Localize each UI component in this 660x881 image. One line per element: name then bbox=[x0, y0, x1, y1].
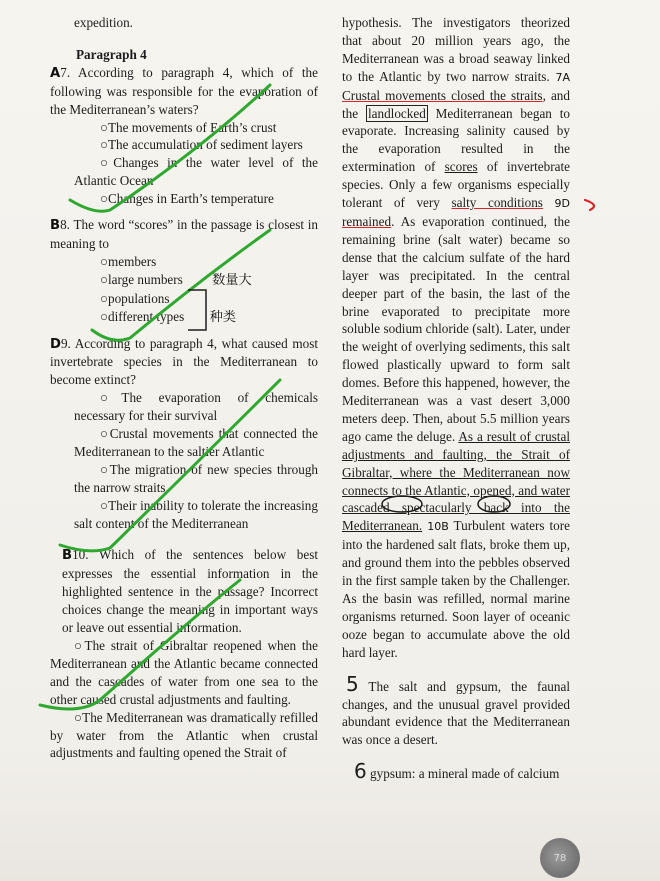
q8-option-3[interactable]: ○populations bbox=[100, 290, 170, 306]
question-10-stem: 10. Which of the sentences below best expresses the essential information in the highlighted sentence in the passage? Incorrect choices change the meaning in important ways or leave out essential information. bbox=[62, 547, 318, 636]
answer-mark-q8: B bbox=[50, 218, 61, 234]
highlighted-sentence: As a result of crustal adjustments and faulting, the Strait of Gibraltar, where the Mediterranean now connects to the Atlantic, opened, and water cascaded spectacularly back into the Mediterranean. bbox=[342, 428, 570, 534]
margin-mark-9d: 9D bbox=[554, 197, 570, 211]
q7-option-2[interactable]: ○The accumulation of sediment layers bbox=[100, 137, 303, 153]
q7-option-3[interactable]: ○Changes in the water level of the Atlantic Ocean bbox=[74, 155, 319, 189]
question-7 bbox=[50, 64, 318, 119]
answer-mark-q9: D bbox=[50, 336, 61, 352]
margin-mark-10b: 10B bbox=[427, 520, 449, 534]
paragraph-4-heading: Paragraph 4 bbox=[76, 46, 147, 62]
handwritten-note-types: 种类 bbox=[209, 309, 236, 325]
question-8-stem: 8. The word “scores” in the passage is closest in meaning to bbox=[50, 217, 318, 251]
margin-mark-7a: 7A bbox=[555, 70, 571, 84]
q7-option-4[interactable]: ○Changes in Earth’s temperature bbox=[100, 191, 274, 207]
q8-option-1[interactable]: ○members bbox=[100, 253, 157, 269]
answer-mark-q10: B bbox=[62, 548, 73, 564]
page-number-badge: 78 bbox=[540, 838, 580, 878]
passage-paragraph-6: 6 gypsum: a mineral made of calcium bbox=[354, 759, 560, 784]
question-7-stem: 7. According to paragraph 4, which of the following was responsible for the evaporation of the Mediterranean’s waters? bbox=[50, 64, 318, 117]
q9-option-1[interactable]: ○The evaporation of chemicals necessary for their survival bbox=[74, 390, 318, 424]
passage-paragraph-4: hypothesis. The investigators theorized that about 20 million years ago, the Mediterranean was a broad seaway linked to the Atlantic by two narrow straits. 7A Crustal movements closed the straits, and the landlocked Mediterranean began to evaporate. Increasing salinity caused by the evaporation resulted in the extermination of scores of invertebrate species. Only a few organisms especially tolerant of very salty conditions 9D remained. As evaporation continued, the remaining brine (salt water) became so dense that the calcium sulfate of the hard layer was precipitated. In the central deeper part of the basin, the last of the brine evaporated to precipitate more soluble sodium chloride (salt). Later, under the weight of overlying sediments, this salt flowed plastically upward to form salt domes. Before this happened, however, the Mediterranean was a vast desert 3,000 meters deep. Then, about 5.5 million years ago came the deluge. As a result of crustal adjustments and faulting, the Strait of Gibraltar, where the Mediterranean now connects to the Atlantic, opened, and water cascaded spectacularly back into the Mediterranean. 10B Turbulent waters tore into the hardened salt flats, broke them up, and ground them into the pebbles observed in the first sample taken by the Challenger. As the basin was refilled, normal marine organisms returned. Soon layer of oceanic ooze began to accumulate above the old hard layer. bbox=[342, 15, 571, 660]
paragraph-number-5: 5 bbox=[346, 671, 359, 696]
question-10 bbox=[50, 546, 318, 637]
handwritten-note-quantity: 数量大 bbox=[212, 272, 252, 288]
passage-paragraph-5: 5 The salt and gypsum, the faunal changes, and the unusual gravel provided abundant evidence that the Mediterranean was once a desert. bbox=[342, 671, 570, 748]
question-9-stem: 9. According to paragraph 4, what caused most invertebrate species in the Mediterranean to become extinct? bbox=[50, 335, 318, 388]
q8-option-4[interactable]: ○different types 种类 bbox=[100, 308, 236, 325]
q10-option-2[interactable]: ○The Mediterranean was dramatically refilled by water from the Atlantic when crustal adjustments and faulting opened the Strait of bbox=[50, 709, 318, 761]
highlight-remained: remained bbox=[342, 213, 392, 229]
paragraph-number-6: 6 bbox=[354, 759, 367, 784]
question-9 bbox=[50, 335, 318, 390]
right-column bbox=[342, 14, 570, 783]
red-pen-marks bbox=[585, 200, 594, 210]
q9-option-2[interactable]: ○Crustal movements that connected the Mediterranean to the saltier Atlantic bbox=[74, 426, 318, 459]
q10-option-1[interactable]: ○The strait of Gibraltar reopened when the Mediterranean and the Atlantic became connected and the cascades of water from one sea to the other caused crustal adjustments and faulting. bbox=[50, 638, 318, 707]
continued-word: expedition. bbox=[74, 15, 133, 30]
q8-option-2[interactable]: ○large numbers 数量大 bbox=[100, 271, 252, 288]
underlined-word-scores: scores bbox=[444, 159, 478, 175]
left-column bbox=[50, 14, 318, 762]
q9-option-4[interactable]: ○Their inability to tolerate the increasing salt content of the Mediterranean bbox=[74, 497, 318, 531]
boxed-word-landlocked: landlocked bbox=[367, 105, 426, 121]
answer-mark-q7: A bbox=[50, 65, 61, 81]
q9-option-3[interactable]: ○The migration of new species through the narrow straits bbox=[74, 461, 319, 495]
question-8 bbox=[50, 216, 318, 253]
red-tick-salty bbox=[585, 200, 594, 210]
highlight-salty-conditions: salty conditions bbox=[451, 195, 543, 211]
highlight-crustal-movements: Crustal movements closed the straits bbox=[342, 87, 543, 103]
q7-option-1[interactable]: ○The movements of Earth’s crust bbox=[100, 119, 277, 135]
